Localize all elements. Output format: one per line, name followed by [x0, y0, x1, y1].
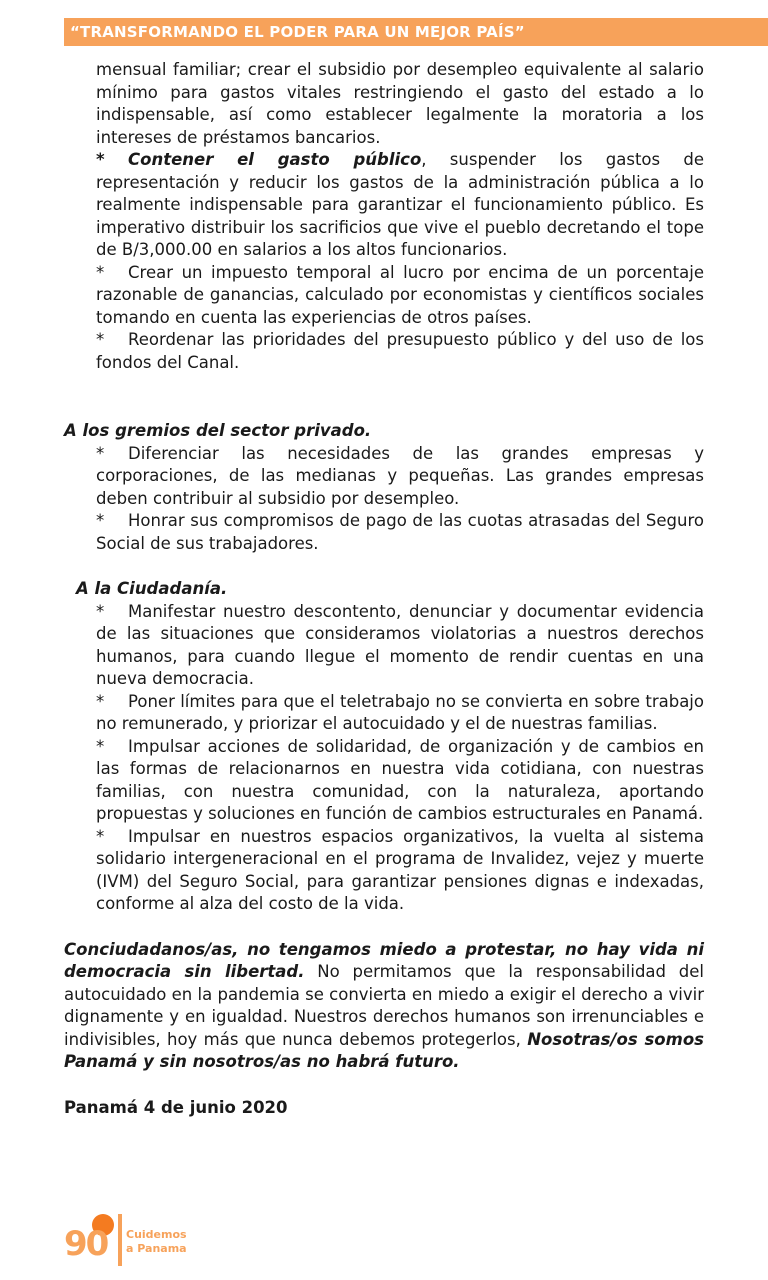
section-title-private-sector: A los gremios del sector privado. [64, 421, 372, 440]
bullet-marker: * [96, 691, 105, 711]
bullet-marker: * [96, 511, 105, 530]
bullet-solidarity-actions [96, 736, 704, 826]
section-title-citizenship: A la Ciudadanía. [76, 579, 228, 598]
bullet-bold-lead: Contener el gasto público [128, 150, 422, 169]
closing-bold-lead: Conciudadanos/as, no tengamos miedo a protestar, no hay vida ni democracia sin libertad. [64, 939, 704, 981]
brand-line-2: a Panama [126, 1242, 187, 1255]
bullet-text: Impulsar en nuestros espacios organizativos, la vuelta al sistema solidario intergeneracional en el programa de Invalidez, vejez y muerte (IVM) del Seguro Social, para garantizar pensiones dignas e indexadas, conforme al alza del costo de la vida. [96, 826, 704, 913]
closing-final-statement: Nosotras/os somos Panamá y sin nosotros/as no habrá futuro. [64, 1029, 704, 1071]
bullet-honor-payments [96, 510, 704, 555]
page-number: 90 [64, 1224, 108, 1264]
bullet-marker: * [96, 150, 105, 169]
bullet-text: , suspender los gastos de representación y reducir los gastos de la administración pública a lo realmente indispensable para garantizar el funcionamiento público. Es imperativo distribuir los sacrificios que vive el pueblo decretando el tope de B/3,000.00 en salarios a los altos funcionarios. [96, 150, 705, 259]
bullet-text: Poner límites para que el teletrabajo no se convierta en sobre trabajo no remunerado, y priorizar el autocuidado y el de nuestras familias. [96, 691, 704, 733]
bullet-pension-system [96, 826, 704, 916]
bullet-differentiate-companies [96, 443, 704, 511]
bullet-temporary-tax [96, 262, 704, 330]
brand-line-1: Cuidemos [126, 1228, 187, 1241]
bullet-telework-limits [96, 691, 704, 736]
bullet-text: Impulsar acciones de solidaridad, de organización y de cambios en las formas de relacionarnos en nuestra vida cotidiana, con nuestras familias, con nuestra comunidad, con la naturaleza, aportando propuestas y soluciones en función de cambios estructurales en Panamá. [96, 736, 704, 823]
bullet-manifest-discontent [96, 601, 704, 691]
page-footer [64, 1214, 264, 1270]
closing-text: No permitamos que la responsabilidad del autocuidado en la pandemia se convierta en miedo a exigir el derecho a vivir dignamente y en igualdad. Nuestros derechos humanos son irrenunciables e indivisibles, hoy más que nunca debemos protegerlos, [64, 962, 704, 1049]
bullet-marker: * [96, 826, 105, 846]
page-number-badge [64, 1214, 114, 1266]
date-line: Panamá 4 de junio 2020 [64, 1097, 288, 1117]
bullet-contain-spending [96, 149, 704, 262]
bullet-text: Honrar sus compromisos de pago de las cuotas atrasadas del Seguro Social de sus trabajadores. [96, 511, 704, 553]
bullet-marker: * [96, 262, 105, 282]
header-banner [64, 18, 768, 46]
bullet-text: Crear un impuesto temporal al lucro por encima de un porcentaje razonable de ganancias, calculado por economistas y científicos sociales tomando en cuenta las experiencias de otros países. [96, 262, 704, 327]
bullet-budget-priorities [96, 329, 704, 374]
brand-logo-text [126, 1228, 187, 1256]
bullet-marker: * [96, 601, 105, 621]
header-title: “TRANSFORMANDO EL PODER PARA UN MEJOR PAÍS” [70, 23, 525, 41]
bullet-text: Reordenar las prioridades del presupuesto público y del uso de los fondos del Canal. [96, 330, 704, 372]
bullet-marker: * [96, 330, 105, 349]
bullet-marker: * [96, 736, 105, 756]
closing-paragraph [64, 939, 704, 1074]
footer-divider [118, 1214, 122, 1266]
bullet-text: Manifestar nuestro descontento, denunciar y documentar evidencia de las situaciones que consideramos violatorias a nuestros derechos humanos, para cuando llegue el momento de rendir cuentas en una nueva democracia. [96, 601, 704, 688]
bullet-text: Diferenciar las necesidades de las grandes empresas y corporaciones, de las medianas y pequeñas. Las grandes empresas deben contribuir al subsidio por desempleo. [96, 443, 704, 508]
bullet-marker: * [96, 443, 105, 463]
document-body [64, 59, 704, 1119]
paragraph-subsidy: mensual familiar; crear el subsidio por desempleo equivalente al salario mínimo para gastos vitales restringiendo el gasto del estado a lo indispensable, así como establecer legalmente la moratoria a los intereses de préstamos bancarios. [96, 60, 704, 147]
